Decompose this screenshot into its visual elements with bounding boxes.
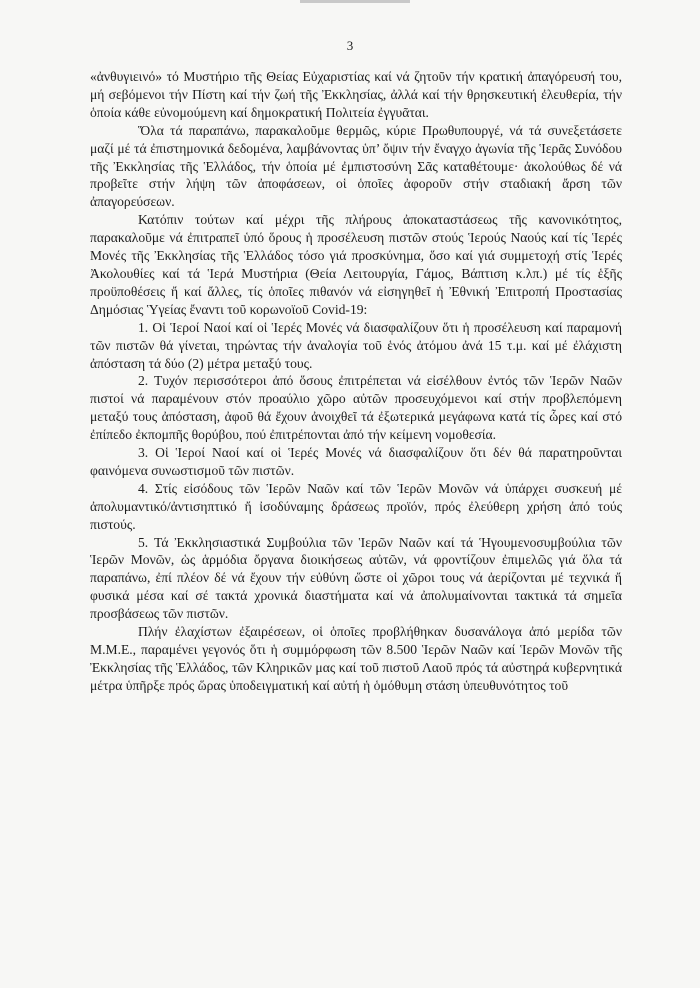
document-body [90, 68, 622, 695]
paragraph-conditions-intro: Κατόπιν τούτων καί μέχρι τῆς πλήρους ἀποκαταστάσεως τῆς κανονικότητος, παρακαλοῦμε νά ἐπιτραπεῖ ὑπό ὅρους ἡ προσέλευση πιστῶν στούς Ἱερούς Ναούς καί τίς Ἱερές Μονές τῆς Ἐκκλησίας τῆς Ἑλλάδος τόσο γιά προσκύνημα, ὅσο καί γιά συμμετοχή στίς Ἱερές Ἀκολουθίες καί τά Ἱερά Μυστήρια (Θεία Λειτουργία, Γάμος, Βάπτιση κ.λπ.) μέ τίς ἑξῆς προϋποθέσεις ἤ καί ἄλλες, τίς ὁποῖες πιθανόν νά εἰσηγηθεῖ ἡ Ἐθνική Ἐπιτροπή Προστασίας Δημόσιας Ὑγείας ἔναντι τοῦ κορωνοϊοῦ Covid-19: [90, 212, 622, 317]
scan-edge-mark [300, 0, 410, 3]
paragraph-continuation: «ἀνθυγιεινό» τό Μυστήριο τῆς Θείας Εὐχαριστίας καί νά ζητοῦν τήν κρατική ἀπαγόρευσή του, μή σεβόμενοι τήν Πίστη καί τήν ζωή τῆς Ἐκκλησίας, ἀλλά καί τήν θρησκευτική ἐλευθερία, τήν ὁποία κάθε εὐνομούμενη καί δημοκρατική Πολιτεία ἐγγυᾶται. [90, 69, 622, 120]
page-number: 3 [346, 38, 354, 53]
list-item-4: 4. Στίς εἰσόδους τῶν Ἱερῶν Ναῶν καί τῶν Ἱερῶν Μονῶν νά ὑπάρχει συσκευή μέ ἀπολυμαντικό/ἀντισηπτικό ἤ ἰσοδύναμης δράσεως προϊόν, πρός ἐλεύθερη χρήση ἀπό τούς πιστούς. [90, 480, 622, 532]
paragraph-compliance: Πλήν ἐλαχίστων ἐξαιρέσεων, οἱ ὁποῖες προβλήθηκαν δυσανάλογα ἀπό μερίδα τῶν Μ.Μ.Ε., παραμένει γεγονός ὅτι ἡ συμμόρφωση τῶν 8.500 Ἱερῶν Ναῶν καί Ἱερῶν Μονῶν τῆς Ἐκκλησίας τῆς Ἑλλάδος, τῶν Κληρικῶν μας καί τοῦ πιστοῦ Λαοῦ πρός τά αὐστηρά κυβερνητικά μέτρα ὑπῆρξε πρός ὥρας ὑποδειγματική καί αὐτή ἡ ὁμόθυμη στάση ὑπευθυνότητος τοῦ [90, 624, 622, 693]
list-item-1: 1. Οἱ Ἱεροί Ναοί καί οἱ Ἱερές Μονές νά διασφαλίζουν ὅτι ἡ προσέλευση καί παραμονή τῶν πιστῶν θά γίνεται, τηρώντας τήν ἀναλογία τοῦ ἑνός ἀτόμου ἀνά 15 τ.μ. καί μέ ἐλάχιστη ἀπόσταση τά δύο (2) μέτρα μεταξύ τους. [90, 319, 622, 371]
list-item-2: 2. Τυχόν περισσότεροι ἀπό ὅσους ἐπιτρέπεται νά εἰσέλθουν ἐντός τῶν Ἱερῶν Ναῶν πιστοί νά παραμένουν στόν προαύλιο χῶρο αὐτῶν προσευχόμενοι καί στήν προβλεπόμενη μεταξύ τους ἀπόσταση, ἀφοῦ θά ἔχουν ἀνοιχθεῖ τά ἐξωτερικά μεγάφωνα κατά τίς ὧρες καί στό ἐπίπεδο ἐκπομπῆς θορύβου, πού ἐπιτρέπονται ἀπό τήν κείμενη νομοθεσία. [90, 373, 622, 443]
paragraph-request: Ὅλα τά παραπάνω, παρακαλοῦμε θερμῶς, κύριε Πρωθυπουργέ, νά τά συνεξετάσετε μαζί μέ τά ἐπιστημονικά δεδομένα, λαμβάνοντας ὑπ’ ὄψιν τήν ἔναγχο ἀγωνία τῆς Ἱερᾶς Συνόδου τῆς Ἐκκλησίας τῆς Ἑλλάδος, τήν ὁποία μέ ἐμπιστοσύνη Σᾶς καταθέτουμε· ἀκολούθως δέ νά προβεῖτε στήν λήψη τῶν ἀποφάσεων, οἱ ὁποῖες ἀφοροῦν στήν σταδιακή ἄρση τῶν ἀπαγορεύσεων. [90, 122, 622, 210]
list-item-5: 5. Τά Ἐκκλησιαστικά Συμβούλια τῶν Ἱερῶν Ναῶν καί τά Ἡγουμενοσυμβούλια τῶν Ἱερῶν Μονῶν, ὡς ἁρμόδια ὄργανα διοικήσεως αὐτῶν, νά φροντίζουν ἐπιμελῶς γιά ὅλα τά παραπάνω, ἐπί πλέον δέ νά ἔχουν τήν εὐθύνη ὥστε οἱ χῶροι τους νά ἀερίζονται μέ τεχνικά ἤ φυσικά μέσα καί σέ τακτά χρονικά διαστήματα καί νά ἀπολυμαίνονται τακτικά τά σημεῖα προσβάσεως τῶν πιστῶν. [90, 534, 622, 622]
list-item-3: 3. Οἱ Ἱεροί Ναοί καί οἱ Ἱερές Μονές νά διασφαλίζουν ὅτι δέν θά παρατηροῦνται φαινόμενα συνωστισμοῦ τῶν πιστῶν. [90, 445, 622, 478]
